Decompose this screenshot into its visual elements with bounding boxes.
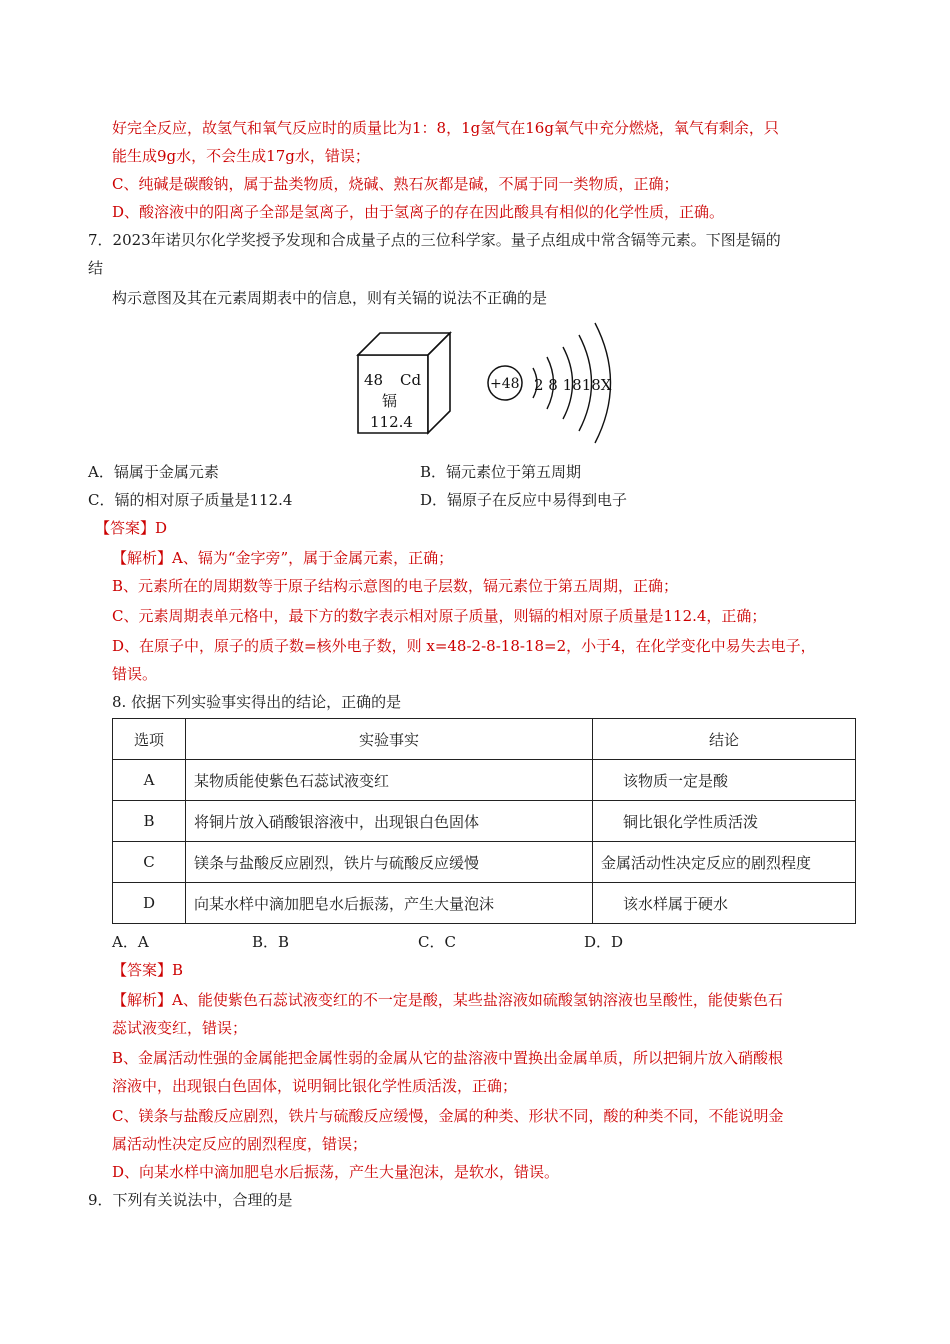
q7-analysis-line2: B、元素所在的周期数等于原子结构示意图的电子层数，镉元素位于第五周期，正确； xyxy=(112,577,679,595)
q6-analysis-line2: 能生成9g水，不会生成17g水，错误； xyxy=(112,147,370,165)
q8-analysis-line7: D、向某水样中滴加肥皂水后振荡，产生大量泡沫，是软水，错误。 xyxy=(112,1163,560,1181)
row-conclusion: 铜比银化学性质活泼 xyxy=(593,801,856,842)
q8-option-a: A．A xyxy=(112,933,149,951)
q7-analysis-line4: D、在原子中，原子的质子数=核外电子数，则 x=48-2-8-18-18=2，小于4，在化学变化中易失去电子， xyxy=(112,637,816,655)
analysis-text: A、能使紫色石蕊试液变红的不一定是酸，某些盐溶液如硫酸氢钠溶液也呈酸性，能使紫色石 xyxy=(172,991,783,1009)
analysis-label: 【解析】 xyxy=(112,991,173,1009)
table-row xyxy=(113,801,856,842)
q8-analysis-line3: B、金属活动性强的金属能把金属性弱的金属从它的盐溶液中置换出金属单质，所以把铜片放入硝酸根 xyxy=(112,1049,784,1067)
cell-element-name: 镉 xyxy=(382,392,398,410)
cell-atomic-mass: 112.4 xyxy=(370,413,413,431)
q6-analysis-line3: C、纯碱是碳酸钠，属于盐类物质，烧碱、熟石灰都是碱，不属于同一类物质，正确； xyxy=(112,175,679,193)
q7-analysis-line5: 错误。 xyxy=(112,665,158,683)
cell-symbol: Cd xyxy=(400,371,422,389)
q7-analysis-line3: C、元素周期表单元格中，最下方的数字表示相对原子质量，则镉的相对原子质量是112.4，正确； xyxy=(112,607,767,625)
answer-label: 【答案】 xyxy=(112,961,173,979)
row-conclusion: 金属活动性决定反应的剧烈程度 xyxy=(593,842,856,883)
q8-table xyxy=(112,718,856,924)
q8-answer xyxy=(112,960,183,980)
cell-atomic-number: 48 xyxy=(364,371,384,389)
row-option: B xyxy=(113,801,186,842)
nucleus-charge: +48 xyxy=(490,376,520,392)
q6-analysis-line1: 好完全反应，故氢气和氧气反应时的质量比为1：8，1g氢气在16g氧气中充分燃烧，氧气有剩余，只 xyxy=(112,119,779,137)
table-header-row xyxy=(113,719,856,760)
q8-analysis-line4: 溶液中，出现银白色固体，说明铜比银化学性质活泼，正确； xyxy=(112,1077,518,1095)
analysis-label: 【解析】 xyxy=(112,549,173,567)
row-fact: 镁条与盐酸反应剧烈，铁片与硫酸反应缓慢 xyxy=(186,842,593,883)
row-option: A xyxy=(113,760,186,801)
answer-value: D xyxy=(155,519,168,537)
q6-analysis-line4: D、酸溶液中的阳离子全部是氢离子，由于氢离子的存在因此酸具有相似的化学性质，正确。 xyxy=(112,203,725,221)
row-fact: 某物质能使紫色石蕊试液变红 xyxy=(186,760,593,801)
q7-analysis-line1 xyxy=(112,548,453,568)
table-row xyxy=(113,842,856,883)
table-row xyxy=(113,760,856,801)
header-fact: 实验事实 xyxy=(186,719,593,760)
q9-stem: 9．下列有关说法中，合理的是 xyxy=(88,1191,293,1209)
q8-stem: 8. 依据下列实验事实得出的结论，正确的是 xyxy=(112,693,402,711)
q7-option-a: A．镉属于金属元素 xyxy=(88,463,219,481)
q7-option-c: C．镉的相对原子质量是112.4 xyxy=(88,491,293,509)
row-fact: 将铜片放入硝酸银溶液中，出现银白色固体 xyxy=(186,801,593,842)
q7-stem-line3: 构示意图及其在元素周期表中的信息，则有关镉的说法不正确的是 xyxy=(112,289,548,307)
q7-stem-line2: 结 xyxy=(88,259,104,277)
q8-analysis-line6: 属活动性决定反应的剧烈程度，错误； xyxy=(112,1135,368,1153)
header-conclusion: 结论 xyxy=(593,719,856,760)
electron-shell-numbers: 2 8 1818X xyxy=(534,376,612,394)
q8-analysis-line5: C、镁条与盐酸反应剧烈，铁片与硫酸反应缓慢，金属的种类、形状不同，酸的种类不同，不能说明金 xyxy=(112,1107,784,1125)
q7-stem-line1: 7．2023年诺贝尔化学奖授予发现和合成量子点的三位科学家。量子点组成中常含镉等元素。下图是镉的 xyxy=(88,231,781,249)
q8-analysis-line2: 蕊试液变红，错误； xyxy=(112,1019,248,1037)
q8-option-d: D．D xyxy=(584,933,624,951)
analysis-text: A、镉为“金字旁”，属于金属元素，正确； xyxy=(172,549,454,567)
row-conclusion: 该物质一定是酸 xyxy=(593,760,856,801)
row-fact: 向某水样中滴加肥皂水后振荡，产生大量泡沫 xyxy=(186,883,593,924)
row-option: D xyxy=(113,883,186,924)
answer-value: B xyxy=(172,961,184,979)
q7-option-b: B．镉元素位于第五周期 xyxy=(420,463,582,481)
q8-option-c: C．C xyxy=(418,933,456,951)
answer-label: 【答案】 xyxy=(95,519,156,537)
header-option: 选项 xyxy=(113,719,186,760)
cadmium-diagram xyxy=(350,315,650,450)
row-option: C xyxy=(113,842,186,883)
q7-answer xyxy=(95,518,167,538)
q7-option-d: D．镉原子在反应中易得到电子 xyxy=(420,491,628,509)
q8-analysis-line1 xyxy=(112,990,783,1010)
row-conclusion: 该水样属于硬水 xyxy=(593,883,856,924)
table-row xyxy=(113,883,856,924)
q8-option-b: B．B xyxy=(252,933,290,951)
